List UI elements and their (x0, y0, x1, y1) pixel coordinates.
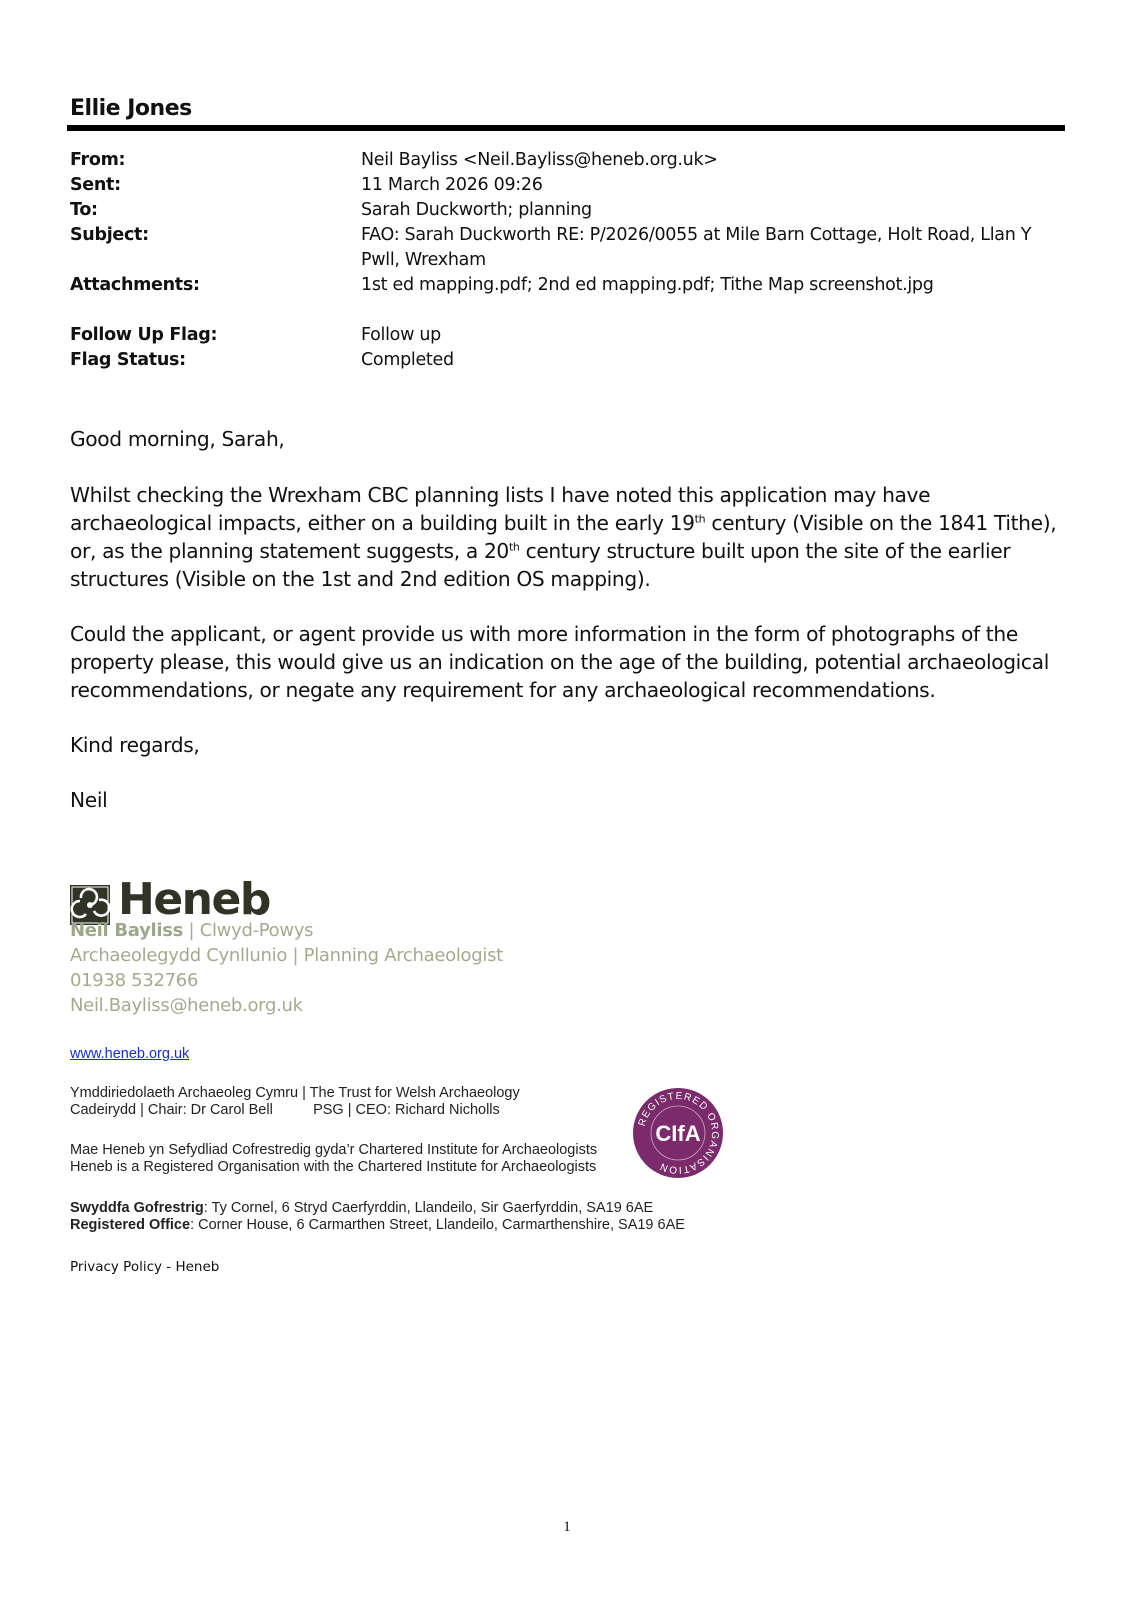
signature-name: Neil Bayliss (70, 920, 184, 941)
from-label: From: (70, 150, 126, 170)
office-welsh-line (70, 1200, 653, 1218)
cifa-badge-ring-text: REGISTERED ORGANISATION (636, 1090, 721, 1176)
attachments-value[interactable]: 1st ed mapping.pdf; 2nd ed mapping.pdf; Tithe Map screenshot.jpg (361, 275, 934, 295)
office-english-label: Registered Office (70, 1217, 191, 1233)
superscript-th-2: th (508, 540, 520, 554)
cifa-statement-welsh: Mae Heneb yn Sefydliad Cofrestredig gyda’r Chartered Institute for Archaeologists (70, 1142, 598, 1158)
office-welsh-label: Swyddfa Gofrestrig (70, 1200, 204, 1216)
signature-title: Archaeolegydd Cynllunio | Planning Archaeologist (70, 945, 503, 966)
paragraph-1-part-b: century (Visible on the 1841 Tithe), or, as the planning statement suggests, a 20 (70, 511, 1057, 563)
subject-label: Subject: (70, 225, 149, 245)
header-rule (67, 125, 1065, 131)
trust-line: Ymddiriedolaeth Archaeoleg Cymru | The Trust for Welsh Archaeology (70, 1085, 520, 1101)
superscript-th-1: th (694, 512, 706, 526)
attachments-label: Attachments: (70, 275, 200, 295)
signature-name-line (70, 920, 313, 941)
cifa-registered-badge (632, 1087, 724, 1179)
subject-value (361, 223, 1061, 273)
cifa-badge-text: CIfA (655, 1121, 701, 1146)
signature-phone: 01938 532766 (70, 970, 199, 991)
signature-email[interactable]: Neil.Bayliss@heneb.org.uk (70, 995, 303, 1016)
sent-value: 11 March 2026 09:26 (361, 175, 543, 195)
owner-name: Ellie Jones (70, 96, 192, 121)
page-number: 1 (563, 1519, 571, 1535)
heneb-logo-text: Heneb (118, 874, 270, 925)
to-label: To: (70, 200, 98, 220)
flag-status-label: Flag Status: (70, 350, 186, 370)
subject-line-2: Pwll, Wrexham (361, 250, 486, 270)
paragraph-2: Could the applicant, or agent provide us with more information in the form of photographs of the property please, this would give us an indication on the age of the building, potential archaeological recommendations, or negate any requirement for any archaeological recommendations. (70, 622, 1049, 702)
office-english-line (70, 1217, 685, 1235)
privacy-policy-link[interactable]: Privacy Policy - Heneb (70, 1259, 220, 1275)
office-welsh-value: : Ty Cornel, 6 Stryd Caerfyrddin, Llandeilo, Sir Gaerfyrddin, SA19 6AE (203, 1200, 654, 1216)
subject-line-1: FAO: Sarah Duckworth RE: P/2026/0055 at Mile Barn Cottage, Holt Road, Llan Y (361, 225, 1032, 245)
website-link[interactable]: www.heneb.org.uk (70, 1046, 190, 1062)
sender-name: Neil (70, 788, 108, 812)
flag-status-value: Completed (361, 350, 454, 370)
heneb-logo-icon (70, 885, 110, 925)
paragraph-1-part-c: century structure built upon the site of the earlier structures (Visible on the 1st and 2nd edition OS mapping). (70, 539, 1011, 591)
from-value: Neil Bayliss <Neil.Bayliss@heneb.org.uk> (361, 150, 718, 170)
greeting: Good morning, Sarah, (70, 427, 285, 451)
paragraph-1 (70, 481, 1060, 593)
chair-ceo-line: Cadeirydd | Chair: Dr Carol Bell PSG | CEO: Richard Nicholls (70, 1102, 500, 1118)
cifa-statement-english: Heneb is a Registered Organisation with the Chartered Institute for Archaeologists (70, 1159, 597, 1175)
follow-up-flag-value: Follow up (361, 325, 441, 345)
to-value: Sarah Duckworth; planning (361, 200, 592, 220)
closing: Kind regards, (70, 733, 200, 757)
signature-region: | Clwyd-Powys (183, 920, 314, 941)
follow-up-flag-label: Follow Up Flag: (70, 325, 218, 345)
office-english-value: : Corner House, 6 Carmarthen Street, Llandeilo, Carmarthenshire, SA19 6AE (190, 1217, 685, 1233)
sent-label: Sent: (70, 175, 121, 195)
paragraph-1-part-a: Whilst checking the Wrexham CBC planning lists I have noted this application may have archaeological impacts, either on a building built in the early 19 (70, 483, 931, 535)
